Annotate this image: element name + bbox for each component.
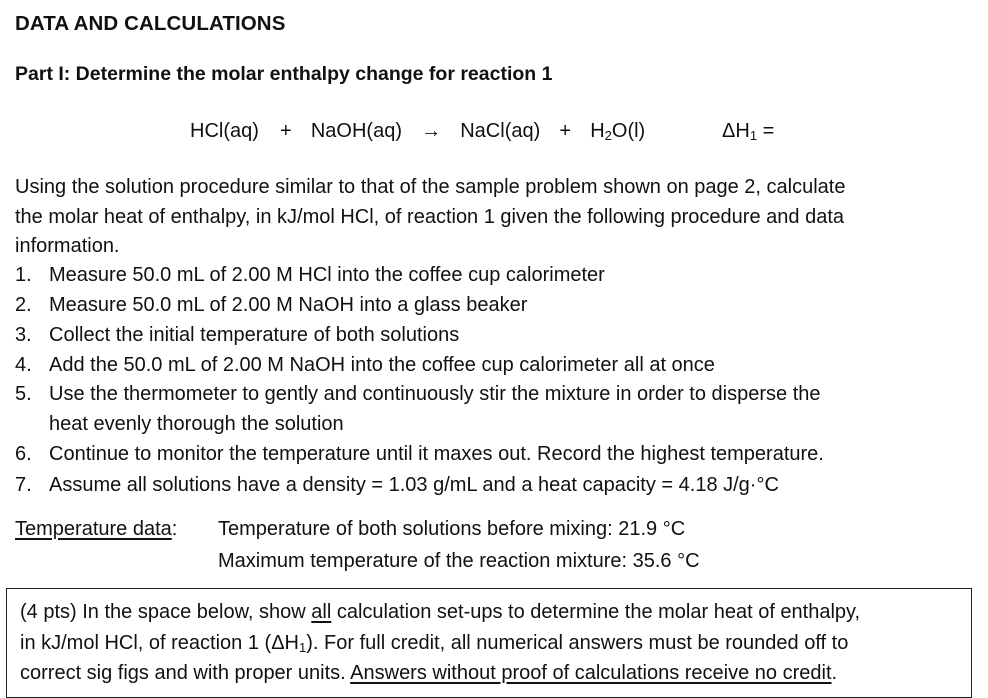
procedure-step: 4. Add the 50.0 mL of 2.00 M NaOH into the coffee cup calorimeter all at once xyxy=(15,354,715,376)
part-title: Part I: Determine the molar enthalpy change for reaction 1 xyxy=(15,63,553,85)
procedure-step: 7. Assume all solutions have a density = 1.03 g/mL and a heat capacity = 4.18 J/g·°C xyxy=(15,474,779,496)
temperature-max-value: 35.6 °C xyxy=(632,550,700,572)
temperature-before-value: 21.9 °C xyxy=(618,518,686,540)
procedure-step: 3. Collect the initial temperature of both solutions xyxy=(15,324,460,346)
section-heading: DATA AND CALCULATIONS xyxy=(15,12,286,35)
reaction-arrow-icon: → xyxy=(421,120,442,142)
instruction-line-1: (4 pts) In the space below, show all calculation set-ups to determine the molar heat of enthalpy, xyxy=(20,601,861,623)
procedure-step: 5. Use the thermometer to gently and continuously stir the mixture in order to disperse the heat evenly thorough the solution xyxy=(15,383,821,435)
procedure-step: 6. Continue to monitor the temperature until it maxes out. Record the highest temperature. xyxy=(15,443,824,465)
temperature-max: Maximum temperature of the reaction mixture: 35.6 °C xyxy=(218,550,700,572)
instruction-line-2: in kJ/mol HCl, of reaction 1 $(\Delta H_1)$. For full credit, all numerical answers must be rounded off to xyxy=(20,632,849,655)
temperature-data-label: Temperature data: xyxy=(15,518,178,540)
procedure-step: 1. Measure 50.0 mL of 2.00 M HCl into the coffee cup calorimeter xyxy=(15,264,605,286)
intro-line-1: Using the solution procedure similar to that of the sample problem shown on page 2, calculate xyxy=(15,176,846,198)
product-water: $H_2O(l)$ xyxy=(590,120,646,143)
procedure-step: 2. Measure 50.0 mL of 2.00 M NaOH into a glass beaker xyxy=(15,294,528,316)
intro-line-2: the molar heat of enthalpy, in kJ/mol HCl, of reaction 1 given the following procedure and data xyxy=(15,206,844,228)
reaction-equation xyxy=(190,120,645,143)
instruction-line-3: correct sig figs and with proper units. Answers without proof of calculations receive no credit. xyxy=(20,662,838,684)
product-nacl: NaCl(aq) xyxy=(460,120,541,142)
reactant-hcl: HCl(aq) xyxy=(190,120,259,142)
reactant-naoh: NaOH(aq) xyxy=(310,120,402,142)
plus-sign: + xyxy=(559,120,572,142)
temperature-before: Temperature of both solutions before mixing: 21.9 °C xyxy=(218,518,686,540)
plus-sign: + xyxy=(280,120,292,142)
delta-h-label: $\Delta H_1$ = xyxy=(722,120,775,143)
intro-line-3: information. xyxy=(15,235,120,257)
